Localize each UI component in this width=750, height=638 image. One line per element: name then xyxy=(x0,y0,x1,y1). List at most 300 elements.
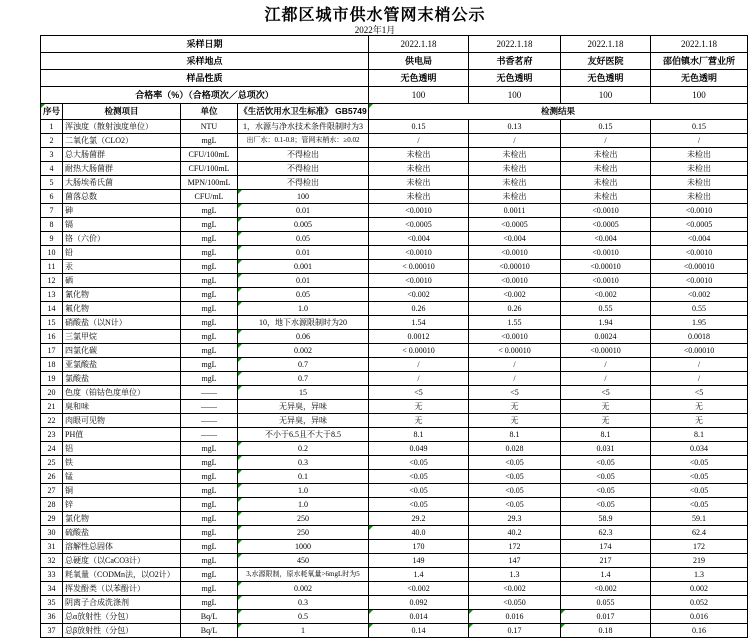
table-row xyxy=(41,316,748,330)
result-cell: <0.05 xyxy=(561,498,651,512)
result-cell: 1.3 xyxy=(651,568,748,582)
result-cell: 0.26 xyxy=(469,302,561,316)
item-cell: 硝酸盐（以N计） xyxy=(63,316,181,330)
table-row xyxy=(41,400,748,414)
unit-cell: mgL xyxy=(181,498,238,512)
excel-flag-icon xyxy=(238,372,242,376)
result-cell: <0.0005 xyxy=(561,218,651,232)
table-row xyxy=(41,288,748,302)
result-cell: <5 xyxy=(651,386,748,400)
item-cell: 大肠埃希氏菌 xyxy=(63,176,181,190)
table-row xyxy=(41,582,748,596)
header-value: 100 xyxy=(561,87,651,104)
standard-cell: 0.01 xyxy=(238,204,369,218)
standard-cell: 0.005 xyxy=(238,218,369,232)
excel-flag-icon xyxy=(238,218,242,222)
excel-flag-icon xyxy=(238,358,242,362)
table-row xyxy=(41,456,748,470)
index-cell: 20 xyxy=(41,386,63,400)
result-cell: 未检出 xyxy=(651,176,748,190)
result-cell: <0.0005 xyxy=(369,218,469,232)
excel-flag-icon xyxy=(238,260,242,264)
index-cell: 21 xyxy=(41,400,63,414)
item-cell: 耐热大肠菌群 xyxy=(63,162,181,176)
table-row xyxy=(41,428,748,442)
table-row xyxy=(41,148,748,162)
unit-cell: NTU xyxy=(181,120,238,134)
header-value: 无色透明 xyxy=(469,70,561,87)
result-cell: 0.002 xyxy=(651,582,748,596)
standard-cell: 0.1 xyxy=(238,470,369,484)
result-cell: 0.15 xyxy=(651,120,748,134)
table-row xyxy=(41,442,748,456)
table-row xyxy=(41,386,748,400)
unit-cell: mgL xyxy=(181,372,238,386)
excel-flag-icon xyxy=(561,610,565,614)
item-cell: 锌 xyxy=(63,498,181,512)
index-cell: 36 xyxy=(41,610,63,624)
item-cell: 铜 xyxy=(63,484,181,498)
index-cell: 18 xyxy=(41,358,63,372)
item-cell: 肉眼可见物 xyxy=(63,414,181,428)
table-row xyxy=(41,610,748,624)
table-row xyxy=(41,260,748,274)
result-cell: <0.05 xyxy=(561,470,651,484)
header-label: 样品性质 xyxy=(41,70,369,87)
unit-cell: mgL xyxy=(181,232,238,246)
result-cell: < 0.00010 xyxy=(369,344,469,358)
result-cell: 无 xyxy=(369,400,469,414)
index-cell: 4 xyxy=(41,162,63,176)
index-cell: 9 xyxy=(41,232,63,246)
result-cell: 0.16 xyxy=(651,624,748,638)
result-cell: 0.14 xyxy=(369,624,469,638)
result-cell: 62.4 xyxy=(651,526,748,540)
result-cell: 无 xyxy=(561,400,651,414)
unit-cell: —— xyxy=(181,414,238,428)
header-row xyxy=(41,70,748,87)
result-cell: 1.4 xyxy=(561,568,651,582)
index-cell: 2 xyxy=(41,134,63,148)
index-column-header: 序号 xyxy=(41,104,63,120)
standard-cell: 3,水源限制，原水耗氧量>6mgL时为5 xyxy=(238,568,369,582)
result-cell: 0.15 xyxy=(369,120,469,134)
excel-flag-icon xyxy=(238,302,242,306)
unit-cell: mgL xyxy=(181,470,238,484)
header-row xyxy=(41,87,748,104)
result-cell: 0.15 xyxy=(561,120,651,134)
item-cell: 镉 xyxy=(63,218,181,232)
result-cell: <0.05 xyxy=(369,484,469,498)
result-cell: / xyxy=(369,134,469,148)
header-value: 2022.1.18 xyxy=(469,36,561,53)
item-cell: 臭和味 xyxy=(63,400,181,414)
result-cell: 未检出 xyxy=(469,162,561,176)
result-cell: 未检出 xyxy=(469,190,561,204)
excel-flag-icon xyxy=(238,470,242,474)
item-cell: 铬（六价） xyxy=(63,232,181,246)
result-cell: 0.13 xyxy=(469,120,561,134)
result-cell: 未检出 xyxy=(469,176,561,190)
result-cell: 未检出 xyxy=(369,162,469,176)
result-cell: 0.049 xyxy=(369,442,469,456)
unit-cell: —— xyxy=(181,386,238,400)
result-cell: 40.0 xyxy=(369,526,469,540)
table-row xyxy=(41,120,748,134)
result-cell: <0.05 xyxy=(651,484,748,498)
excel-flag-icon xyxy=(238,246,242,250)
index-cell: 35 xyxy=(41,596,63,610)
standard-cell: 1.0 xyxy=(238,484,369,498)
index-cell: 23 xyxy=(41,428,63,442)
standard-cell: 0.05 xyxy=(238,232,369,246)
result-cell: 172 xyxy=(469,540,561,554)
result-cell: 1.54 xyxy=(369,316,469,330)
excel-flag-icon xyxy=(238,288,242,292)
result-cell: <0.004 xyxy=(561,232,651,246)
excel-flag-icon xyxy=(238,484,242,488)
result-cell: 217 xyxy=(561,554,651,568)
result-cell: <0.05 xyxy=(651,456,748,470)
item-cell: 色度（铂钴色度单位） xyxy=(63,386,181,400)
index-cell: 12 xyxy=(41,274,63,288)
standard-cell: 不得检出 xyxy=(238,148,369,162)
unit-cell: CFU/100mL xyxy=(181,162,238,176)
standard-cell: 0.5 xyxy=(238,610,369,624)
index-cell: 28 xyxy=(41,498,63,512)
standard-cell: 0.3 xyxy=(238,456,369,470)
header-value: 2022.1.18 xyxy=(369,36,469,53)
item-cell: 砷 xyxy=(63,204,181,218)
standard-cell: 0.002 xyxy=(238,582,369,596)
result-cell: <0.05 xyxy=(369,470,469,484)
unit-cell: mgL xyxy=(181,512,238,526)
index-cell: 10 xyxy=(41,246,63,260)
index-cell: 15 xyxy=(41,316,63,330)
result-cell: 0.18 xyxy=(561,624,651,638)
result-cell: 172 xyxy=(651,540,748,554)
result-cell: 0.017 xyxy=(561,610,651,624)
result-cell: 219 xyxy=(651,554,748,568)
table-row xyxy=(41,344,748,358)
header-value: 书香茗府 xyxy=(469,53,561,70)
result-cell: <0.002 xyxy=(369,582,469,596)
header-value: 100 xyxy=(369,87,469,104)
index-cell: 14 xyxy=(41,302,63,316)
unit-cell: mgL xyxy=(181,582,238,596)
result-cell: 59.1 xyxy=(651,512,748,526)
standard-cell: 0.7 xyxy=(238,358,369,372)
result-cell: <0.05 xyxy=(469,484,561,498)
result-cell: 0.26 xyxy=(369,302,469,316)
standard-cell: 不得检出 xyxy=(238,162,369,176)
result-cell: <0.00010 xyxy=(651,344,748,358)
result-cell: 未检出 xyxy=(369,176,469,190)
excel-flag-icon xyxy=(238,456,242,460)
item-cell: 铅 xyxy=(63,246,181,260)
result-cell: 0.0012 xyxy=(369,330,469,344)
excel-flag-icon xyxy=(469,624,473,628)
result-cell: 149 xyxy=(369,554,469,568)
result-cell: 未检出 xyxy=(651,190,748,204)
excel-flag-icon xyxy=(238,204,242,208)
header-label: 合格率（%）（合格项次／总项次） xyxy=(41,87,369,104)
item-cell: PH值 xyxy=(63,428,181,442)
excel-flag-icon xyxy=(369,526,373,530)
result-cell: 174 xyxy=(561,540,651,554)
table-row xyxy=(41,232,748,246)
item-column-header: 检测项目 xyxy=(63,104,181,120)
index-cell: 24 xyxy=(41,442,63,456)
result-cell: <0.004 xyxy=(469,232,561,246)
result-cell: <0.0010 xyxy=(651,246,748,260)
result-cell: 无 xyxy=(651,414,748,428)
table-row xyxy=(41,302,748,316)
result-cell: / xyxy=(561,372,651,386)
index-cell: 5 xyxy=(41,176,63,190)
unit-cell: mgL xyxy=(181,134,238,148)
table-row xyxy=(41,274,748,288)
unit-cell: mgL xyxy=(181,218,238,232)
result-cell: 0.016 xyxy=(469,610,561,624)
result-cell: <0.002 xyxy=(561,288,651,302)
result-cell: 0.034 xyxy=(651,442,748,456)
item-cell: 阴离子合成洗涤剂 xyxy=(63,596,181,610)
standard-cell: 0.001 xyxy=(238,260,369,274)
standard-cell: 1.0 xyxy=(238,302,369,316)
result-cell: <0.00010 xyxy=(561,344,651,358)
table-row xyxy=(41,162,748,176)
index-cell: 1 xyxy=(41,120,63,134)
result-cell: 8.1 xyxy=(469,428,561,442)
result-cell: <0.004 xyxy=(369,232,469,246)
excel-flag-icon xyxy=(238,232,242,236)
table-row xyxy=(41,358,748,372)
result-cell: 未检出 xyxy=(369,148,469,162)
unit-cell: mgL xyxy=(181,246,238,260)
result-cell: < 0.00010 xyxy=(369,260,469,274)
standard-cell: 0.002 xyxy=(238,344,369,358)
excel-flag-icon xyxy=(238,442,242,446)
item-cell: 总α放射性（分包） xyxy=(63,610,181,624)
excel-flag-icon xyxy=(369,624,373,628)
page-title: 江都区城市供水管网末梢公示 xyxy=(264,7,486,24)
standard-cell: 1.0 xyxy=(238,498,369,512)
result-cell: 1.95 xyxy=(651,316,748,330)
item-cell: 菌落总数 xyxy=(63,190,181,204)
result-cell: 8.1 xyxy=(561,428,651,442)
result-cell: <5 xyxy=(469,386,561,400)
result-cell: 0.014 xyxy=(369,610,469,624)
standard-cell: 不得检出 xyxy=(238,176,369,190)
result-cell: <0.0010 xyxy=(469,274,561,288)
result-cell: 无 xyxy=(561,414,651,428)
unit-cell: mgL xyxy=(181,358,238,372)
header-value: 供电局 xyxy=(369,53,469,70)
header-value: 2022.1.18 xyxy=(651,36,748,53)
standard-cell: 0.01 xyxy=(238,246,369,260)
result-cell: <0.004 xyxy=(651,232,748,246)
table-row xyxy=(41,470,748,484)
result-cell: / xyxy=(651,358,748,372)
result-cell: 无 xyxy=(369,414,469,428)
table-row xyxy=(41,568,748,582)
item-cell: 挥发酚类（以苯酚计） xyxy=(63,582,181,596)
excel-flag-icon xyxy=(238,330,242,334)
index-cell: 27 xyxy=(41,484,63,498)
results-column-header: 检测结果 xyxy=(369,104,748,120)
excel-flag-icon xyxy=(238,540,242,544)
table-row xyxy=(41,484,748,498)
header-value: 邵伯镇水厂营业所 xyxy=(651,53,748,70)
result-cell: <0.0010 xyxy=(469,330,561,344)
result-cell: 0.0011 xyxy=(469,204,561,218)
result-cell: <0.05 xyxy=(561,456,651,470)
result-cell: 0.17 xyxy=(469,624,561,638)
index-cell: 11 xyxy=(41,260,63,274)
index-cell: 6 xyxy=(41,190,63,204)
table-row xyxy=(41,414,748,428)
unit-cell: —— xyxy=(181,400,238,414)
standard-cell: 0.7 xyxy=(238,372,369,386)
result-cell: 1.94 xyxy=(561,316,651,330)
index-cell: 30 xyxy=(41,526,63,540)
result-cell: 未检出 xyxy=(651,162,748,176)
index-cell: 17 xyxy=(41,344,63,358)
unit-cell: mgL xyxy=(181,540,238,554)
result-cell: <0.002 xyxy=(651,288,748,302)
result-cell: 无 xyxy=(469,400,561,414)
result-cell: <0.05 xyxy=(561,484,651,498)
item-cell: 氯酸盐 xyxy=(63,372,181,386)
result-cell: 58.9 xyxy=(561,512,651,526)
result-cell: 170 xyxy=(369,540,469,554)
result-cell: <0.0010 xyxy=(561,204,651,218)
excel-flag-icon xyxy=(238,582,242,586)
result-cell: / xyxy=(469,358,561,372)
excel-flag-icon xyxy=(238,344,242,348)
excel-flag-icon xyxy=(561,624,565,628)
excel-flag-icon xyxy=(469,610,473,614)
standard-cell: 0.2 xyxy=(238,442,369,456)
result-cell: 未检出 xyxy=(469,148,561,162)
index-cell: 26 xyxy=(41,470,63,484)
excel-flag-icon xyxy=(238,624,242,628)
excel-flag-icon xyxy=(238,274,242,278)
unit-cell: mgL xyxy=(181,596,238,610)
result-cell: 0.0024 xyxy=(561,330,651,344)
excel-flag-icon xyxy=(41,104,45,108)
standard-cell: 0.06 xyxy=(238,330,369,344)
result-cell: / xyxy=(369,372,469,386)
result-cell: <0.0010 xyxy=(651,274,748,288)
result-cell: <0.05 xyxy=(651,498,748,512)
table-row xyxy=(41,190,748,204)
header-row xyxy=(41,53,748,70)
result-cell: <0.00010 xyxy=(651,260,748,274)
result-cell: 40.2 xyxy=(469,526,561,540)
item-cell: 汞 xyxy=(63,260,181,274)
result-cell: 未检出 xyxy=(561,162,651,176)
result-cell: 0.052 xyxy=(651,596,748,610)
index-cell: 22 xyxy=(41,414,63,428)
excel-flag-icon xyxy=(238,190,242,194)
result-cell: 无 xyxy=(469,414,561,428)
result-cell: / xyxy=(651,134,748,148)
header-value: 100 xyxy=(469,87,561,104)
standard-cell: 1 xyxy=(238,624,369,638)
result-cell: / xyxy=(469,372,561,386)
excel-flag-icon xyxy=(238,526,242,530)
unit-cell: Bq/L xyxy=(181,624,238,638)
index-cell: 31 xyxy=(41,540,63,554)
result-cell: 8.1 xyxy=(369,428,469,442)
excel-flag-icon xyxy=(238,610,242,614)
unit-cell: CFU/mL xyxy=(181,190,238,204)
result-cell: / xyxy=(369,358,469,372)
result-cell: 未检出 xyxy=(561,190,651,204)
unit-cell: mgL xyxy=(181,274,238,288)
index-cell: 25 xyxy=(41,456,63,470)
unit-cell: Bq/L xyxy=(181,610,238,624)
result-cell: <0.002 xyxy=(469,582,561,596)
standard-cell: 1000 xyxy=(238,540,369,554)
excel-flag-icon xyxy=(238,554,242,558)
result-cell: <0.0010 xyxy=(561,246,651,260)
unit-cell: mgL xyxy=(181,260,238,274)
standard-cell: 0.01 xyxy=(238,274,369,288)
unit-cell: mgL xyxy=(181,330,238,344)
result-cell: <0.05 xyxy=(469,470,561,484)
header-value: 无色透明 xyxy=(651,70,748,87)
result-cell: 1.4 xyxy=(369,568,469,582)
result-cell: 无 xyxy=(651,400,748,414)
unit-cell: mgL xyxy=(181,568,238,582)
unit-cell: mgL xyxy=(181,316,238,330)
standard-cell: 0.05 xyxy=(238,288,369,302)
standard-cell: 100 xyxy=(238,190,369,204)
result-cell: <0.0010 xyxy=(561,274,651,288)
result-cell: 0.028 xyxy=(469,442,561,456)
standard-cell: 无异臭，异味 xyxy=(238,414,369,428)
table-row xyxy=(41,176,748,190)
item-cell: 铁 xyxy=(63,456,181,470)
standard-cell: 出厂水：0.1-0.8；管网末梢水：≥0.02 xyxy=(238,134,369,148)
result-cell: <5 xyxy=(561,386,651,400)
table-row xyxy=(41,498,748,512)
item-cell: 硒 xyxy=(63,274,181,288)
index-cell: 32 xyxy=(41,554,63,568)
result-cell: / xyxy=(651,372,748,386)
excel-flag-icon xyxy=(238,596,242,600)
result-cell: 29.2 xyxy=(369,512,469,526)
standard-cell: 450 xyxy=(238,554,369,568)
result-cell: <0.00010 xyxy=(561,260,651,274)
index-cell: 29 xyxy=(41,512,63,526)
table-row xyxy=(41,218,748,232)
unit-cell: MPN/100mL xyxy=(181,176,238,190)
result-cell: 0.092 xyxy=(369,596,469,610)
index-cell: 7 xyxy=(41,204,63,218)
unit-cell: mgL xyxy=(181,302,238,316)
standard-cell: 10，地下水源限制时为20 xyxy=(238,316,369,330)
result-cell: <0.0010 xyxy=(369,246,469,260)
result-cell: <0.0010 xyxy=(469,246,561,260)
result-cell: <0.002 xyxy=(561,582,651,596)
table-row xyxy=(41,624,748,638)
unit-cell: mgL xyxy=(181,526,238,540)
result-cell: 1.55 xyxy=(469,316,561,330)
